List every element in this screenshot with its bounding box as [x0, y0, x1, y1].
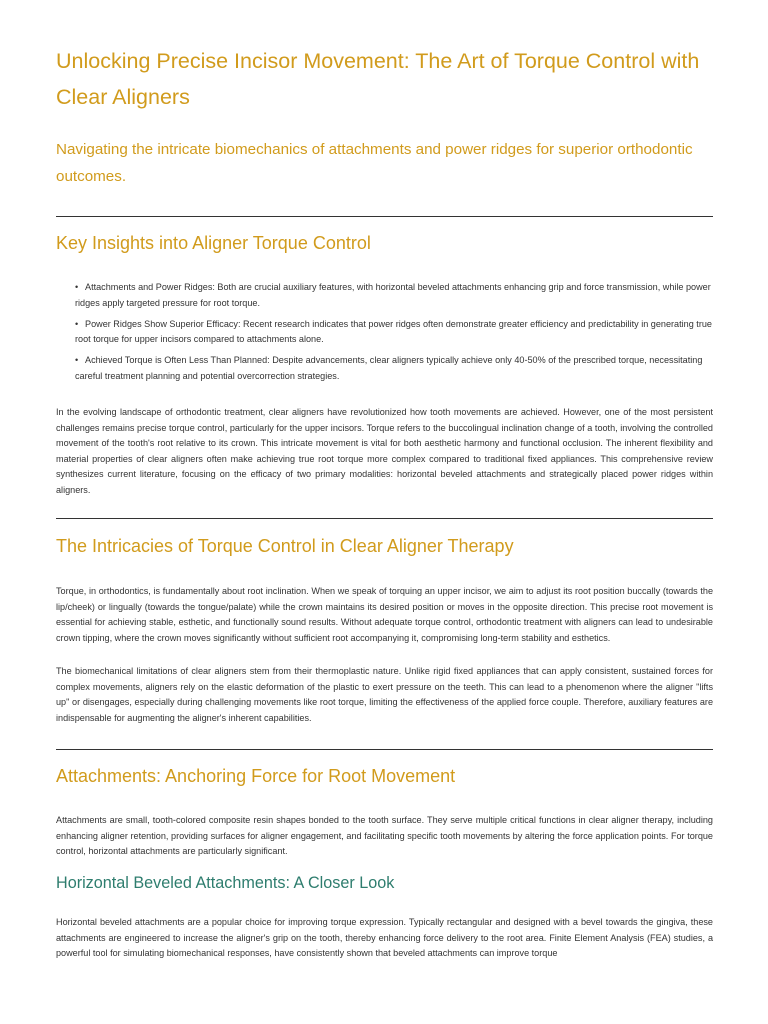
list-item	[75, 353, 715, 384]
intricacies-paragraph-1: Torque, in orthodontics, is fundamentally about root inclination. When we speak of torquing an upper incisor, we aim to adjust its root position buccally (towards the lip/cheek) or lingually (towards the tongue/palate) while the crown maintains its desired position or moves in the opposite direction. This precise root movement is essential for achieving stable, esthetic, and functionally sound results. Without adequate torque control, orthodontic treatment with aligners can lead to undesirable crown tipping, where the crown moves significantly without sufficient root accompanying it, compromising long-term stability and esthetics.	[56, 586, 713, 643]
bullet-icon: •	[75, 318, 79, 329]
list-item-text: Attachments and Power Ridges: Both are crucial auxiliary features, with horizontal beveled attachments enhancing grip and force transmission, while power ridges apply targeted pressure for root torque.	[75, 282, 711, 308]
key-insights-heading: Key Insights into Aligner Torque Control	[56, 233, 371, 253]
bullet-icon: •	[75, 355, 79, 365]
attachments-paragraph: Attachments are small, tooth-colored composite resin shapes bonded to the tooth surface. They serve multiple critical functions in clear aligner therapy, including enhancing aligner retention, providing surfaces for aligner engagement, and facilitating specific tooth movements by altering the force application points. For torque control, horizontal attachments are particularly significant.	[56, 815, 713, 857]
beveled-attachments-paragraph: Horizontal beveled attachments are a popular choice for improving torque expression. Typically rectangular and designed with a bevel towards the gingiva, these attachments are engineered to increase the aligner's grip on the tooth, thereby enhancing force delivery to the root area. Finite Element Analysis (FEA) studies, a powerful tool for simulating biomechanical responses, have consistently shown that beveled attachments can improve torque	[56, 917, 713, 959]
list-item-text: Achieved Torque is Often Less Than Planned: Despite advancements, clear aligners typically achieve only 40-50% of the prescribed torque, necessitating careful treatment planning and potential overcorrection strategies.	[75, 355, 703, 381]
section-divider	[56, 749, 713, 750]
page-title: Unlocking Precise Incisor Movement: The Art of Torque Control with Clear Aligners	[56, 49, 700, 109]
list-item	[75, 317, 715, 348]
key-insights-list	[75, 280, 715, 390]
intro-paragraph: In the evolving landscape of orthodontic treatment, clear aligners have revolutionized how tooth movements are achieved. However, one of the most persistent challenges remains precise torque control, particularly for the upper incisors. Torque refers to the buccolingual inclination change of a tooth, involving the controlled movement of the tooth's root relative to its crown. This intricate movement is vital for both aesthetic harmony and functional occlusion. The inherent flexibility and material properties of clear aligners often make achieving true root torque more complex compared to traditional fixed appliances. This comprehensive review synthesizes current literature, focusing on the efficacy of two primary modalities: horizontal beveled attachments and strategically placed power ridges within aligners.	[56, 407, 713, 495]
attachments-heading: Attachments: Anchoring Force for Root Movement	[56, 766, 456, 786]
beveled-attachments-subheading: Horizontal Beveled Attachments: A Closer Look	[56, 874, 395, 892]
bullet-icon: •	[75, 282, 79, 292]
page-subtitle: Navigating the intricate biomechanics of attachments and power ridges for superior orthodontic outcomes.	[56, 141, 693, 185]
list-item-text: Power Ridges Show Superior Efficacy: Recent research indicates that power ridges often demonstrate greater efficiency and predictability in generating true root torque for upper incisors compared to attachments alone.	[75, 318, 712, 344]
intricacies-heading: The Intricacies of Torque Control in Clear Aligner Therapy	[56, 536, 514, 556]
section-divider	[56, 518, 713, 519]
intricacies-paragraph-2: The biomechanical limitations of clear aligners stem from their thermoplastic nature. Unlike rigid fixed appliances that can apply consistent, sustained forces for complex movements, aligners rely on the elastic deformation of the plastic to exert pressure on the teeth. This can lead to a phenomenon where the aligner "lifts up" or disengages, especially during challenging movements like root torque, limiting the effectiveness of the applied force couple. Therefore, auxiliary features are indispensable for augmenting the aligner's inherent capabilities.	[56, 666, 713, 723]
list-item	[75, 280, 715, 311]
section-divider	[56, 216, 713, 217]
